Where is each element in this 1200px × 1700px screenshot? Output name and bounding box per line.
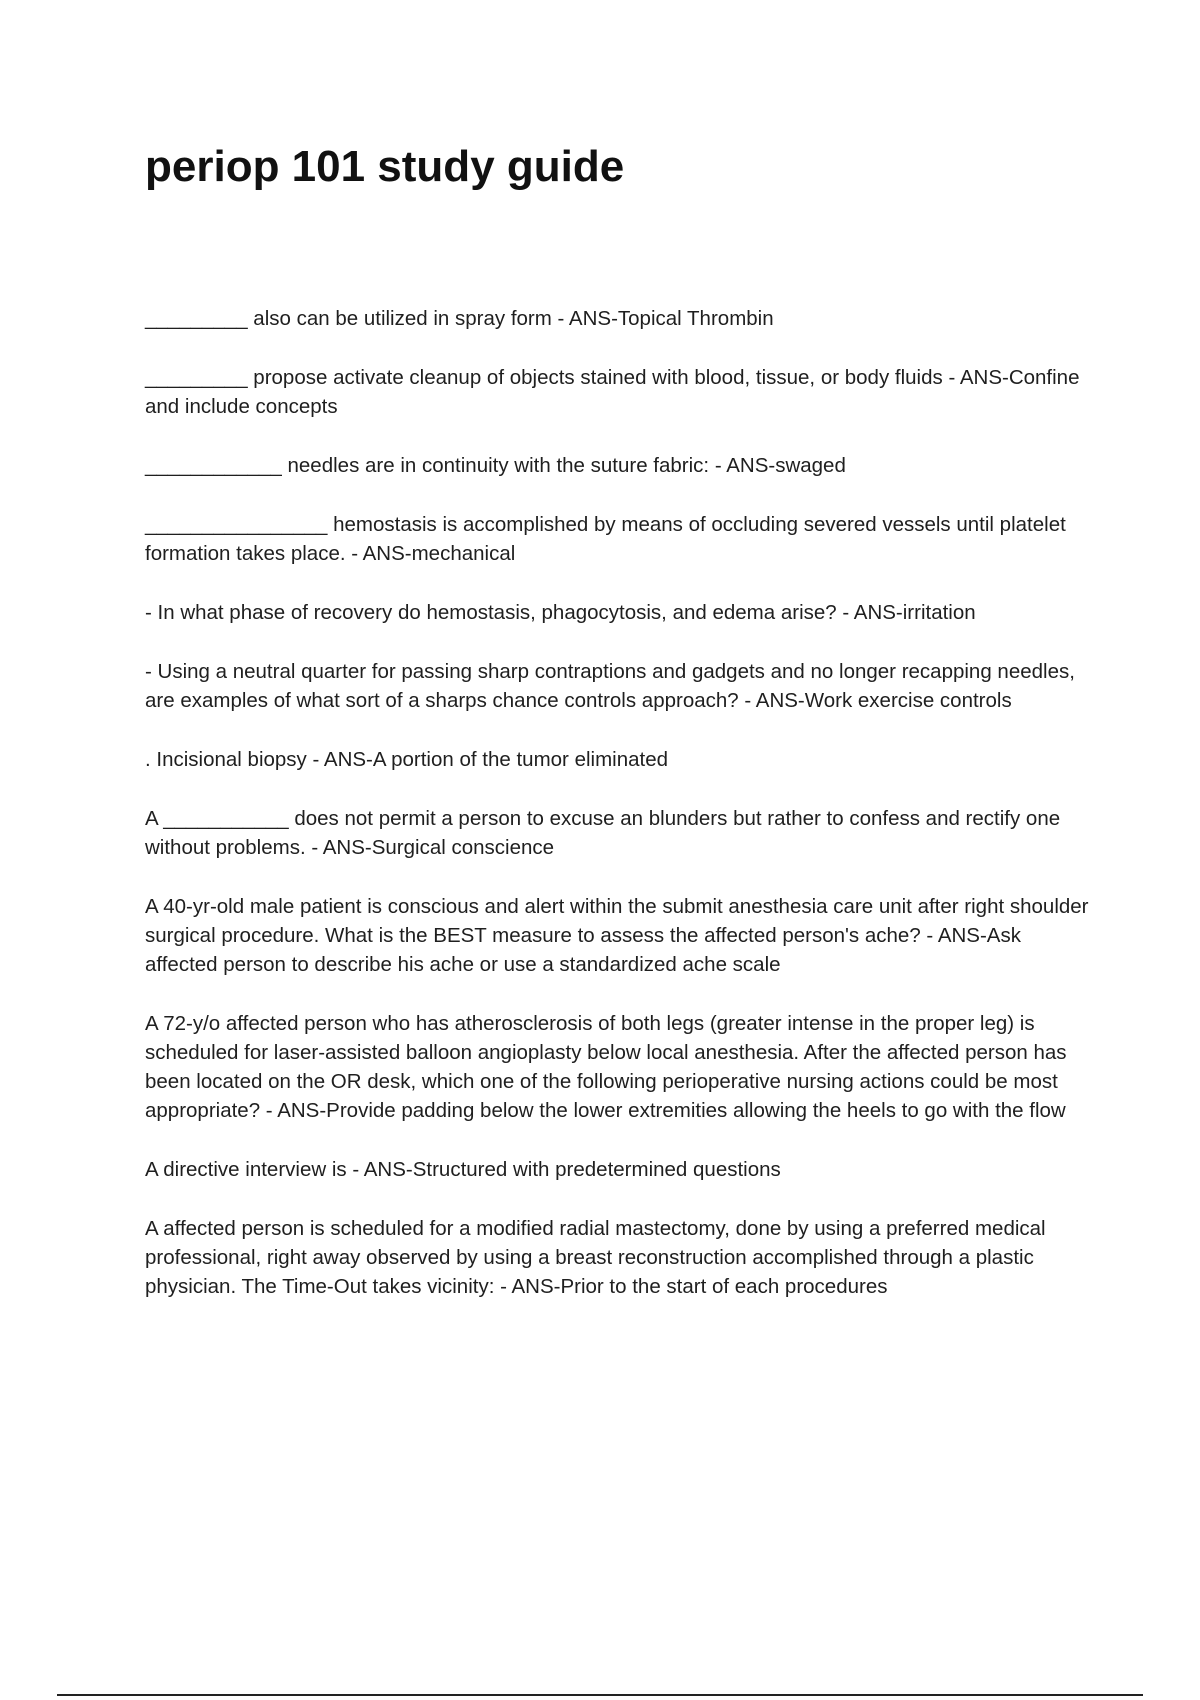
question-answer-list [145, 304, 1095, 1331]
qa-item: A 72-y/o affected person who has atherosclerosis of both legs (greater intense in the proper leg) is scheduled for laser-assisted balloon angioplasty below local anesthesia. After the affected person has been located on the OR desk, which one of the following perioperative nursing actions could be most appropriate? - ANS-Provide padding below the lower extremities allowing the heels to go with the flow [145, 1012, 1067, 1122]
qa-item: A 40-yr-old male patient is conscious and alert within the submit anesthesia care unit after right shoulder surgical procedure. What is the BEST measure to assess the affected person's ache? - ANS-Ask affected person to describe his ache or use a standardized ache scale [145, 895, 1089, 976]
qa-item: - Using a neutral quarter for passing sharp contraptions and gadgets and no longer recapping needles, are examples of what sort of a sharps chance controls approach? - ANS-Work exercise controls [145, 660, 1075, 712]
qa-item: _________ propose activate cleanup of objects stained with blood, tissue, or body fluids - ANS-Confine and include concepts [145, 366, 1080, 418]
qa-item: A ___________ does not permit a person to excuse an blunders but rather to confess and rectify one without problems. - ANS-Surgical conscience [145, 807, 1061, 859]
qa-item: A directive interview is - ANS-Structured with predetermined questions [145, 1158, 781, 1181]
qa-item: . Incisional biopsy - ANS-A portion of the tumor eliminated [145, 748, 669, 771]
qa-item: - In what phase of recovery do hemostasis, phagocytosis, and edema arise? - ANS-irritation [145, 601, 976, 624]
page-bottom-divider [57, 1694, 1143, 1696]
qa-item: A affected person is scheduled for a modified radial mastectomy, done by using a preferred medical professional, right away observed by using a breast reconstruction accomplished through a plastic physician. The Time-Out takes vicinity: - ANS-Prior to the start of each procedures [145, 1217, 1046, 1298]
qa-item: _________ also can be utilized in spray form - ANS-Topical Thrombin [145, 307, 774, 330]
qa-item: ________________ hemostasis is accomplished by means of occluding severed vessels until platelet formation takes place. - ANS-mechanical [145, 513, 1066, 565]
page-title: periop 101 study guide [145, 142, 625, 191]
qa-item: ____________ needles are in continuity with the suture fabric: - ANS-swaged [145, 454, 846, 477]
